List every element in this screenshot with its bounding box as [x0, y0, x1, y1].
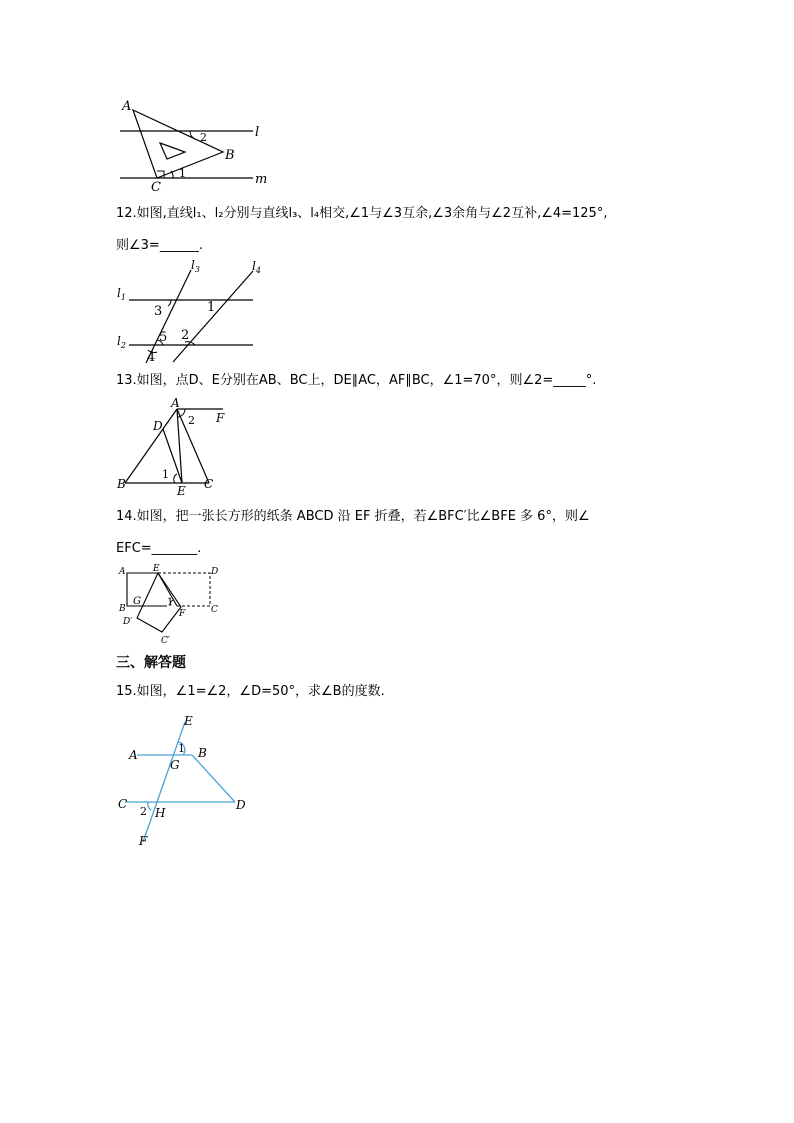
label-A: A [171, 396, 180, 410]
label-C: C [151, 180, 161, 195]
segment-bd [192, 755, 235, 802]
label-angle-3: 3 [154, 304, 163, 319]
question-13: 13.如图，点D、E分别在AB、BC上，DE∥AC，AF∥BC，∠1=70°，则∠2=_____°. [116, 373, 597, 388]
label-angle-4: 4 [147, 350, 156, 365]
label-D: D [236, 798, 246, 812]
label-D-prime: D′ [123, 617, 133, 627]
question-14-line2: EFC=_______. [116, 541, 202, 556]
label-C: C [211, 605, 218, 615]
label-H: H [155, 806, 166, 820]
figure-q13 [115, 395, 235, 495]
label-l3: $l_3$ [191, 258, 200, 274]
label-G: G [133, 596, 141, 607]
section-title: 三、解答题 [116, 655, 186, 671]
question-12-line2: 则∠3=______. [116, 238, 203, 253]
label-C: C [118, 797, 128, 811]
label-A: A [119, 567, 126, 577]
label-D: D [211, 567, 219, 577]
label-B: B [225, 148, 235, 163]
label-D: D [153, 419, 163, 433]
label-C: C [204, 477, 214, 491]
label-A: A [122, 99, 132, 114]
label-F: F [139, 834, 148, 848]
label-l4: $l_4$ [252, 259, 261, 275]
label-angle-1: 1 [178, 742, 185, 755]
label-B: B [119, 604, 126, 614]
rect-dashed-part [158, 573, 210, 606]
angle-2-arc [190, 131, 195, 139]
label-angle-2: 2 [188, 414, 195, 427]
line-l4 [173, 271, 253, 362]
label-angle-2: 2 [200, 131, 207, 144]
label-l: l [255, 125, 260, 140]
label-F: F [179, 609, 186, 619]
label-angle-1: 1 [167, 597, 174, 608]
label-B: B [198, 746, 207, 760]
label-B: B [117, 477, 126, 491]
label-angle-5: 5 [159, 330, 168, 345]
label-A: A [129, 748, 138, 762]
angle-2-arc [148, 802, 151, 810]
label-angle-1: 1 [162, 468, 169, 481]
label-angle-2: 2 [181, 328, 190, 343]
angle-3-arc [168, 300, 171, 306]
triangle-abc [133, 110, 223, 178]
question-12-line1: 12.如图,直线l₁、l₂分别与直线l₃、l₄相交,∠1与∠3互余,∠3余角与∠2互补,∠4=125°, [116, 206, 608, 221]
triangle-hole [160, 143, 185, 159]
label-m: m [255, 172, 268, 187]
figure-q15 [115, 712, 255, 852]
label-l1: $l_1$ [117, 286, 126, 302]
label-E: E [184, 714, 193, 728]
label-C-prime: C′ [161, 636, 170, 646]
label-l2: $l_2$ [117, 334, 126, 350]
label-angle-1: 1 [207, 300, 216, 315]
figure-q12 [113, 258, 263, 366]
figure-q11 [115, 95, 275, 195]
label-G: G [170, 758, 180, 772]
figure-q14 [115, 560, 230, 650]
label-E: E [177, 484, 186, 495]
label-angle-2: 2 [140, 805, 147, 818]
label-F: F [216, 411, 225, 425]
label-angle-1: 1 [179, 167, 186, 180]
question-15: 15.如图，∠1=∠2，∠D=50°，求∠B的度数. [116, 684, 385, 699]
question-14-line1: 14.如图，把一张长方形的纸条 ABCD 沿 EF 折叠，若∠BFC′比∠BFE 多 6°，则∠ [116, 509, 590, 524]
label-E: E [153, 564, 160, 574]
transversal-ef [143, 722, 185, 842]
angle-1-arc [174, 474, 177, 483]
